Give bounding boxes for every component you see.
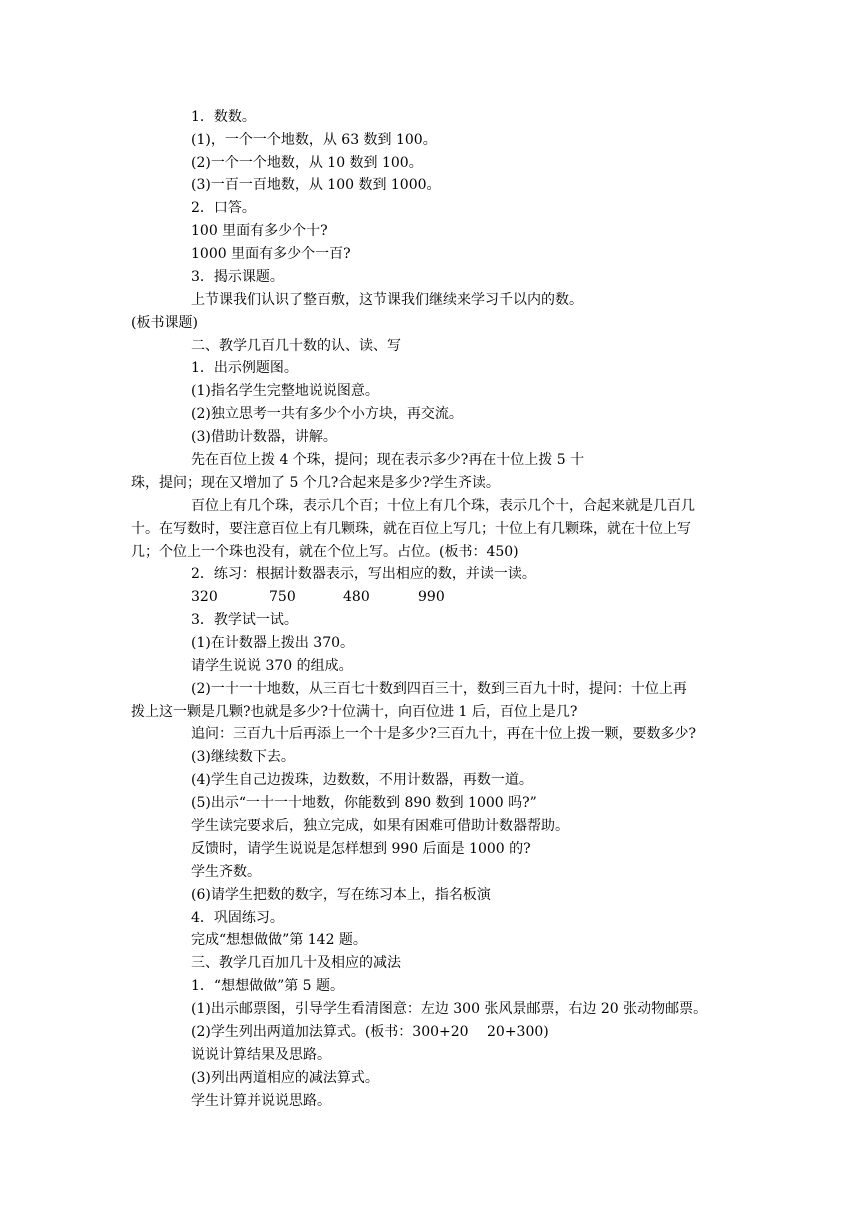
text-line: (3)列出两道相应的减法算式。 [191, 1070, 379, 1086]
text-line: 1．数数。 [191, 109, 256, 125]
text-line: 先在百位上拨 4 个珠，提问；现在表示多少?再在十位上拨 5 十 [191, 452, 585, 468]
text-line: (6)请学生把数的数字，写在练习本上，指名板演 [191, 887, 491, 903]
section-heading: 二、教学几百几十数的认、读、写 [191, 338, 401, 354]
text-line: 2．练习：根据计数器表示，写出相应的数，并读一读。 [191, 566, 536, 582]
text-line: (2)一个一个地数，从 10 数到 100。 [191, 155, 423, 171]
text-line: (3)借助计数器，讲解。 [191, 429, 337, 445]
text-line: (3)继续数下去。 [191, 749, 295, 765]
practice-number: 990 [418, 589, 445, 605]
text-line: 1000 里面有多少个一百? [191, 246, 351, 262]
text-line: (5)出示“一十一十地数，你能数到 890 数到 1000 吗?” [191, 795, 537, 811]
text-line: 3．揭示课题。 [191, 269, 284, 285]
text-line: (1)，一个一个地数，从 63 数到 100。 [191, 132, 437, 148]
practice-number: 320 [191, 589, 218, 605]
practice-number: 750 [269, 589, 296, 605]
text-line: 2．口答。 [191, 200, 256, 216]
text-line: 学生读完要求后，独立完成，如果有困难可借助计数器帮助。 [191, 818, 569, 834]
text-line: 反馈时，请学生说说是怎样想到 990 后面是 1000 的? [191, 841, 531, 857]
text-line: 1．出示例题图。 [191, 360, 298, 376]
text-line: (1)出示邮票图，引导学生看清图意：左边 300 张风景邮票，右边 20 张动物邮票。 [191, 1001, 708, 1017]
text-line: 说说计算结果及思路。 [191, 1047, 331, 1063]
text-line: 学生计算并说说思路。 [191, 1093, 331, 1109]
text-line: (2)学生列出两道加法算式。(板书：300+20 20+300) [191, 1024, 549, 1040]
text-line: 上节课我们认识了整百敷，这节课我们继续来学习千以内的数。 [191, 292, 583, 308]
text-line: 珠，提问；现在又增加了 5 个几?合起来是多少?学生齐读。 [131, 475, 500, 491]
text-line: (2)一十一十地数，从三百七十数到四百三十，数到三百九十时，提问：十位上再 [191, 681, 687, 697]
text-line: 追问：三百九十后再添上一个十是多少?三百九十，再在十位上拨一颗，要数多少? [191, 726, 697, 742]
text-line: 学生齐数。 [191, 864, 261, 880]
text-line: (2)独立思考一共有多少个小方块，再交流。 [191, 406, 463, 422]
text-line: (3)一百一百地数，从 100 数到 1000。 [191, 177, 441, 193]
text-line: (板书课题) [131, 315, 198, 331]
text-line: 几；个位上一个珠也没有，就在个位上写。占位。(板书：450) [131, 544, 519, 560]
section-heading: 三、教学几百加几十及相应的减法 [191, 955, 401, 971]
text-line: 1．“想想做做”第 5 题。 [191, 978, 345, 994]
text-line: (1)在计数器上拨出 370。 [191, 635, 355, 651]
text-line: 3．教学试一试。 [191, 612, 298, 628]
practice-number: 480 [343, 589, 370, 605]
text-line: 完成“想想做做”第 142 题。 [191, 932, 367, 948]
text-line: 百位上有几个珠，表示几个百；十位上有几个珠，表示几个十，合起来就是几百几 [191, 498, 695, 514]
text-line: 4．巩固练习。 [191, 910, 284, 926]
text-line: 100 里面有多少个十? [191, 223, 328, 239]
text-line: 请学生说说 370 的组成。 [191, 658, 353, 674]
text-line: (1)指名学生完整地说说图意。 [191, 383, 379, 399]
text-line: 拨上这一颗是几颗?也就是多少?十位满十，向百位进 1 后，百位上是几? [131, 704, 578, 720]
text-line: (4)学生自己边拨珠，边数数，不用计数器，再数一道。 [191, 772, 533, 788]
text-line: 十。在写数时，要注意百位上有几颗珠，就在百位上写几；十位上有几颗珠，就在十位上写 [131, 521, 691, 537]
